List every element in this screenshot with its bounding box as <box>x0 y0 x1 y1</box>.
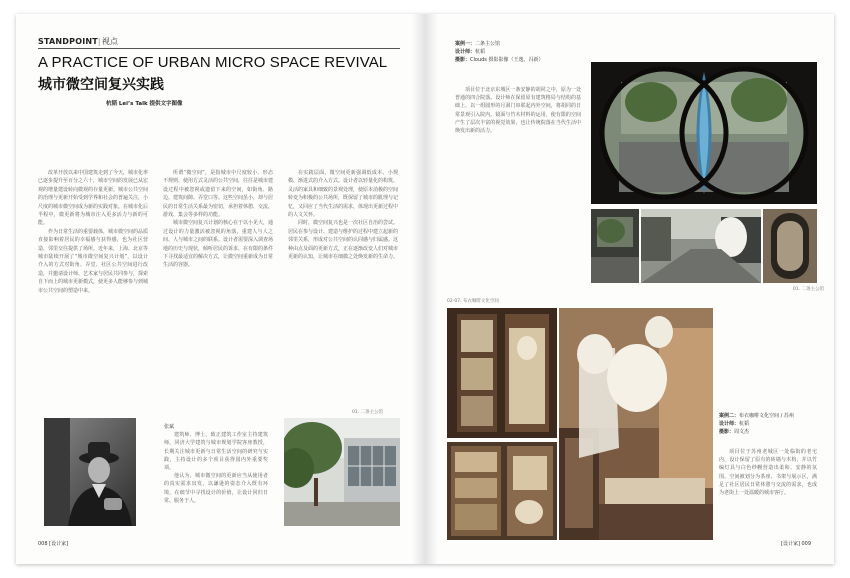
section-label: 视点 <box>101 37 119 46</box>
magazine-spread <box>16 14 834 564</box>
credit-line <box>455 56 575 64</box>
portrait-image <box>44 418 136 526</box>
project1-credits <box>455 40 575 64</box>
moon-gate-photo <box>591 62 817 204</box>
right-page <box>425 14 834 564</box>
credit-value: 布衣咖啡文化空间 / 苏州 <box>739 413 794 419</box>
article-title-en: A PRACTICE OF URBAN MICRO SPACE REVIVAL <box>38 54 388 71</box>
tea-shelf-image <box>447 442 557 540</box>
lane-photo <box>641 209 761 283</box>
credit-value: Clouds 摄影影像（王逸、冯新） <box>470 57 544 63</box>
credit-label: 案例一： <box>455 41 476 47</box>
photo-caption-lower: 02-07. 布衣咖啡文化空间 <box>447 299 499 304</box>
photo-caption: 01. 二条主公馆 <box>793 287 825 292</box>
body-column-3 <box>288 169 398 401</box>
author-name: 张斌 <box>164 424 175 430</box>
doorway-image <box>763 209 817 283</box>
header-rule <box>38 48 400 49</box>
credit-label: 案例二： <box>719 413 740 419</box>
left-page <box>16 14 425 564</box>
credit-value: 二条主公馆 <box>475 41 501 47</box>
project1-paragraph: 项目位于北京东城区一条安静的胡同之中，原为一处普通的四合院落。设计师在保留原有建筑格局与结构的基础上，以一组圆形的月洞门串联起内外空间，将胡同的日常景观引入院内。镜面与竹木材料的运用，使有限的空间产生了层次丰富的视觉效果，也让传统院落在当代生活中焕发出新的活力。 <box>455 87 581 135</box>
doorway-photo <box>763 209 817 283</box>
credit-label: 摄影： <box>455 57 471 63</box>
page-folio-right: [设计家] 009 <box>781 541 812 547</box>
body-paragraph: 城市微空间复兴计划的核心在于以小见大，通过设计的力量激活被忽视的角落，重建人与人之间、人与城市之间的联系。设计者需要深入调查场地的历史与现状，倾听居民的诉求，在有限的条件下寻找最适宜的解决方式，让微空间重新成为日常生活的容器。 <box>163 220 273 269</box>
section-name: STANDPOINT <box>38 37 98 46</box>
project2-credits <box>719 412 819 436</box>
corridor-image <box>591 209 639 283</box>
lantern-room-photo <box>559 308 713 540</box>
photo-caption: 01. 二条主公馆 <box>352 410 384 415</box>
tea-shelf-photo <box>447 442 557 540</box>
project1-text <box>455 86 581 196</box>
bio-paragraph: 建筑师、博士、致正建筑工作室主持建筑师，同济大学建筑与城市规划学院客座教授，长期关注城市更新与日常生活空间的研究与实践，主持设计的多个项目获得国内外重要奖项。 <box>164 432 268 472</box>
author-bio <box>164 423 268 533</box>
shelf-image <box>447 308 557 438</box>
courtyard-photo <box>284 418 400 526</box>
bio-paragraph: 他认为，城市微空间的更新应当从使用者的真实需求出发，以谦逊的姿态介入既有环境，在细节中寻找设计的价值，让设计回归日常、服务于人。 <box>164 473 268 504</box>
credit-label: 设计师： <box>455 49 476 55</box>
corridor-photo <box>591 209 639 283</box>
body-column-2 <box>163 169 273 401</box>
section-header <box>38 36 118 47</box>
credit-line <box>719 420 819 428</box>
courtyard-image <box>284 418 400 526</box>
project2-paragraph: 项目位于苏州老城区一处临街的老宅内，设计保留了原有的砖墙与木构，并以竹编灯具与白色纱幔营造出柔和、安静的氛围。空间被划分为茶座、书架与展示区，满足了社区居民日常休憩与交流的需求，也成为老街上一处温暖的城市客厅。 <box>719 449 817 497</box>
credit-value: 周文杰 <box>734 429 750 435</box>
credit-line <box>719 412 819 420</box>
article-title-cn: 城市微空间复兴实践 <box>38 76 164 92</box>
author-portrait <box>44 418 136 526</box>
body-paragraph: 在实践层面，微空间更新强调低成本、小规模、渐进式的介入方式。设计者以轻量化的构筑、灵活的家具和细致的景观处理，使原本消极的空间转变为积极的公共场所，既保留了城市的肌理与记忆，又回应了当代生活的需求，体现出更新过程中的人文关怀。 <box>288 170 398 219</box>
body-paragraph: 同时，微空间复兴也是一次社区自治的尝试。居民在参与设计、建造与维护的过程中建立起新的邻里关系，形成对公共空间的认同感与归属感。这种由点及面的更新方式，正在逐渐改变人们对城市更新的认知，让城市在细微之处焕发新的生命力。 <box>288 220 398 261</box>
spine-shadow <box>412 14 438 564</box>
section-divider: | <box>97 37 101 46</box>
article-byline: 杭韬 Lei’s Talk 提供文字图像 <box>106 101 183 107</box>
shelf-photo <box>447 308 557 438</box>
credit-value: 杭韬 <box>739 421 750 427</box>
body-column-1 <box>38 169 148 401</box>
credit-label: 摄影： <box>719 429 735 435</box>
credit-line <box>455 40 575 48</box>
credit-line <box>719 428 819 436</box>
lane-image <box>641 209 761 283</box>
body-paragraph: 改革开放以来中国建筑走到了今天，城市化率已逐步提升至百分之六十，城市空间的发展已从宏观的增量建设转向微观的存量更新。城市公共空间的治理与更新开始受到学界和社会的普遍关注，小尺度的城市微空间成为新的实践对象，在城市化后半程中，微更新将为城市注入更多活力与新的可能。 <box>38 170 148 227</box>
moon-gate-image <box>591 62 817 204</box>
page-folio-left: 008 [设计家] <box>38 541 69 547</box>
body-paragraph: 作为日常生活的重要载体，城市微空间的品质直接影响着居民的幸福感与获得感，也为社区营造、邻里交往提供了场所。近年来，上海、北京等城市陆续开展了“城市微空间复兴计划”，以设计介入的方式对街角、弄堂、社区公共空间进行改造，并邀请设计师、艺术家与居民共同参与，探索自下而上的城市更新模式，使更多人能够参与到城市公共空间的塑造中来。 <box>38 228 148 294</box>
body-paragraph: 所谓“微空间”，是指城市中尺度较小、形态不规则、使用方式灵活的公共空间，往往是城市建设过程中被忽视或遗留下来的空间，如街角、路边、建筑间隙、弄堂口等。这些空间虽小，却与居民的日常生活关系最为密切，承担着休憩、交流、游戏、集会等多样的功能。 <box>163 170 273 219</box>
project2-text <box>719 448 817 534</box>
lantern-room-image <box>559 308 713 540</box>
credit-value: 杭韬 <box>475 49 486 55</box>
credit-label: 设计师： <box>719 421 740 427</box>
credit-line <box>455 48 575 56</box>
